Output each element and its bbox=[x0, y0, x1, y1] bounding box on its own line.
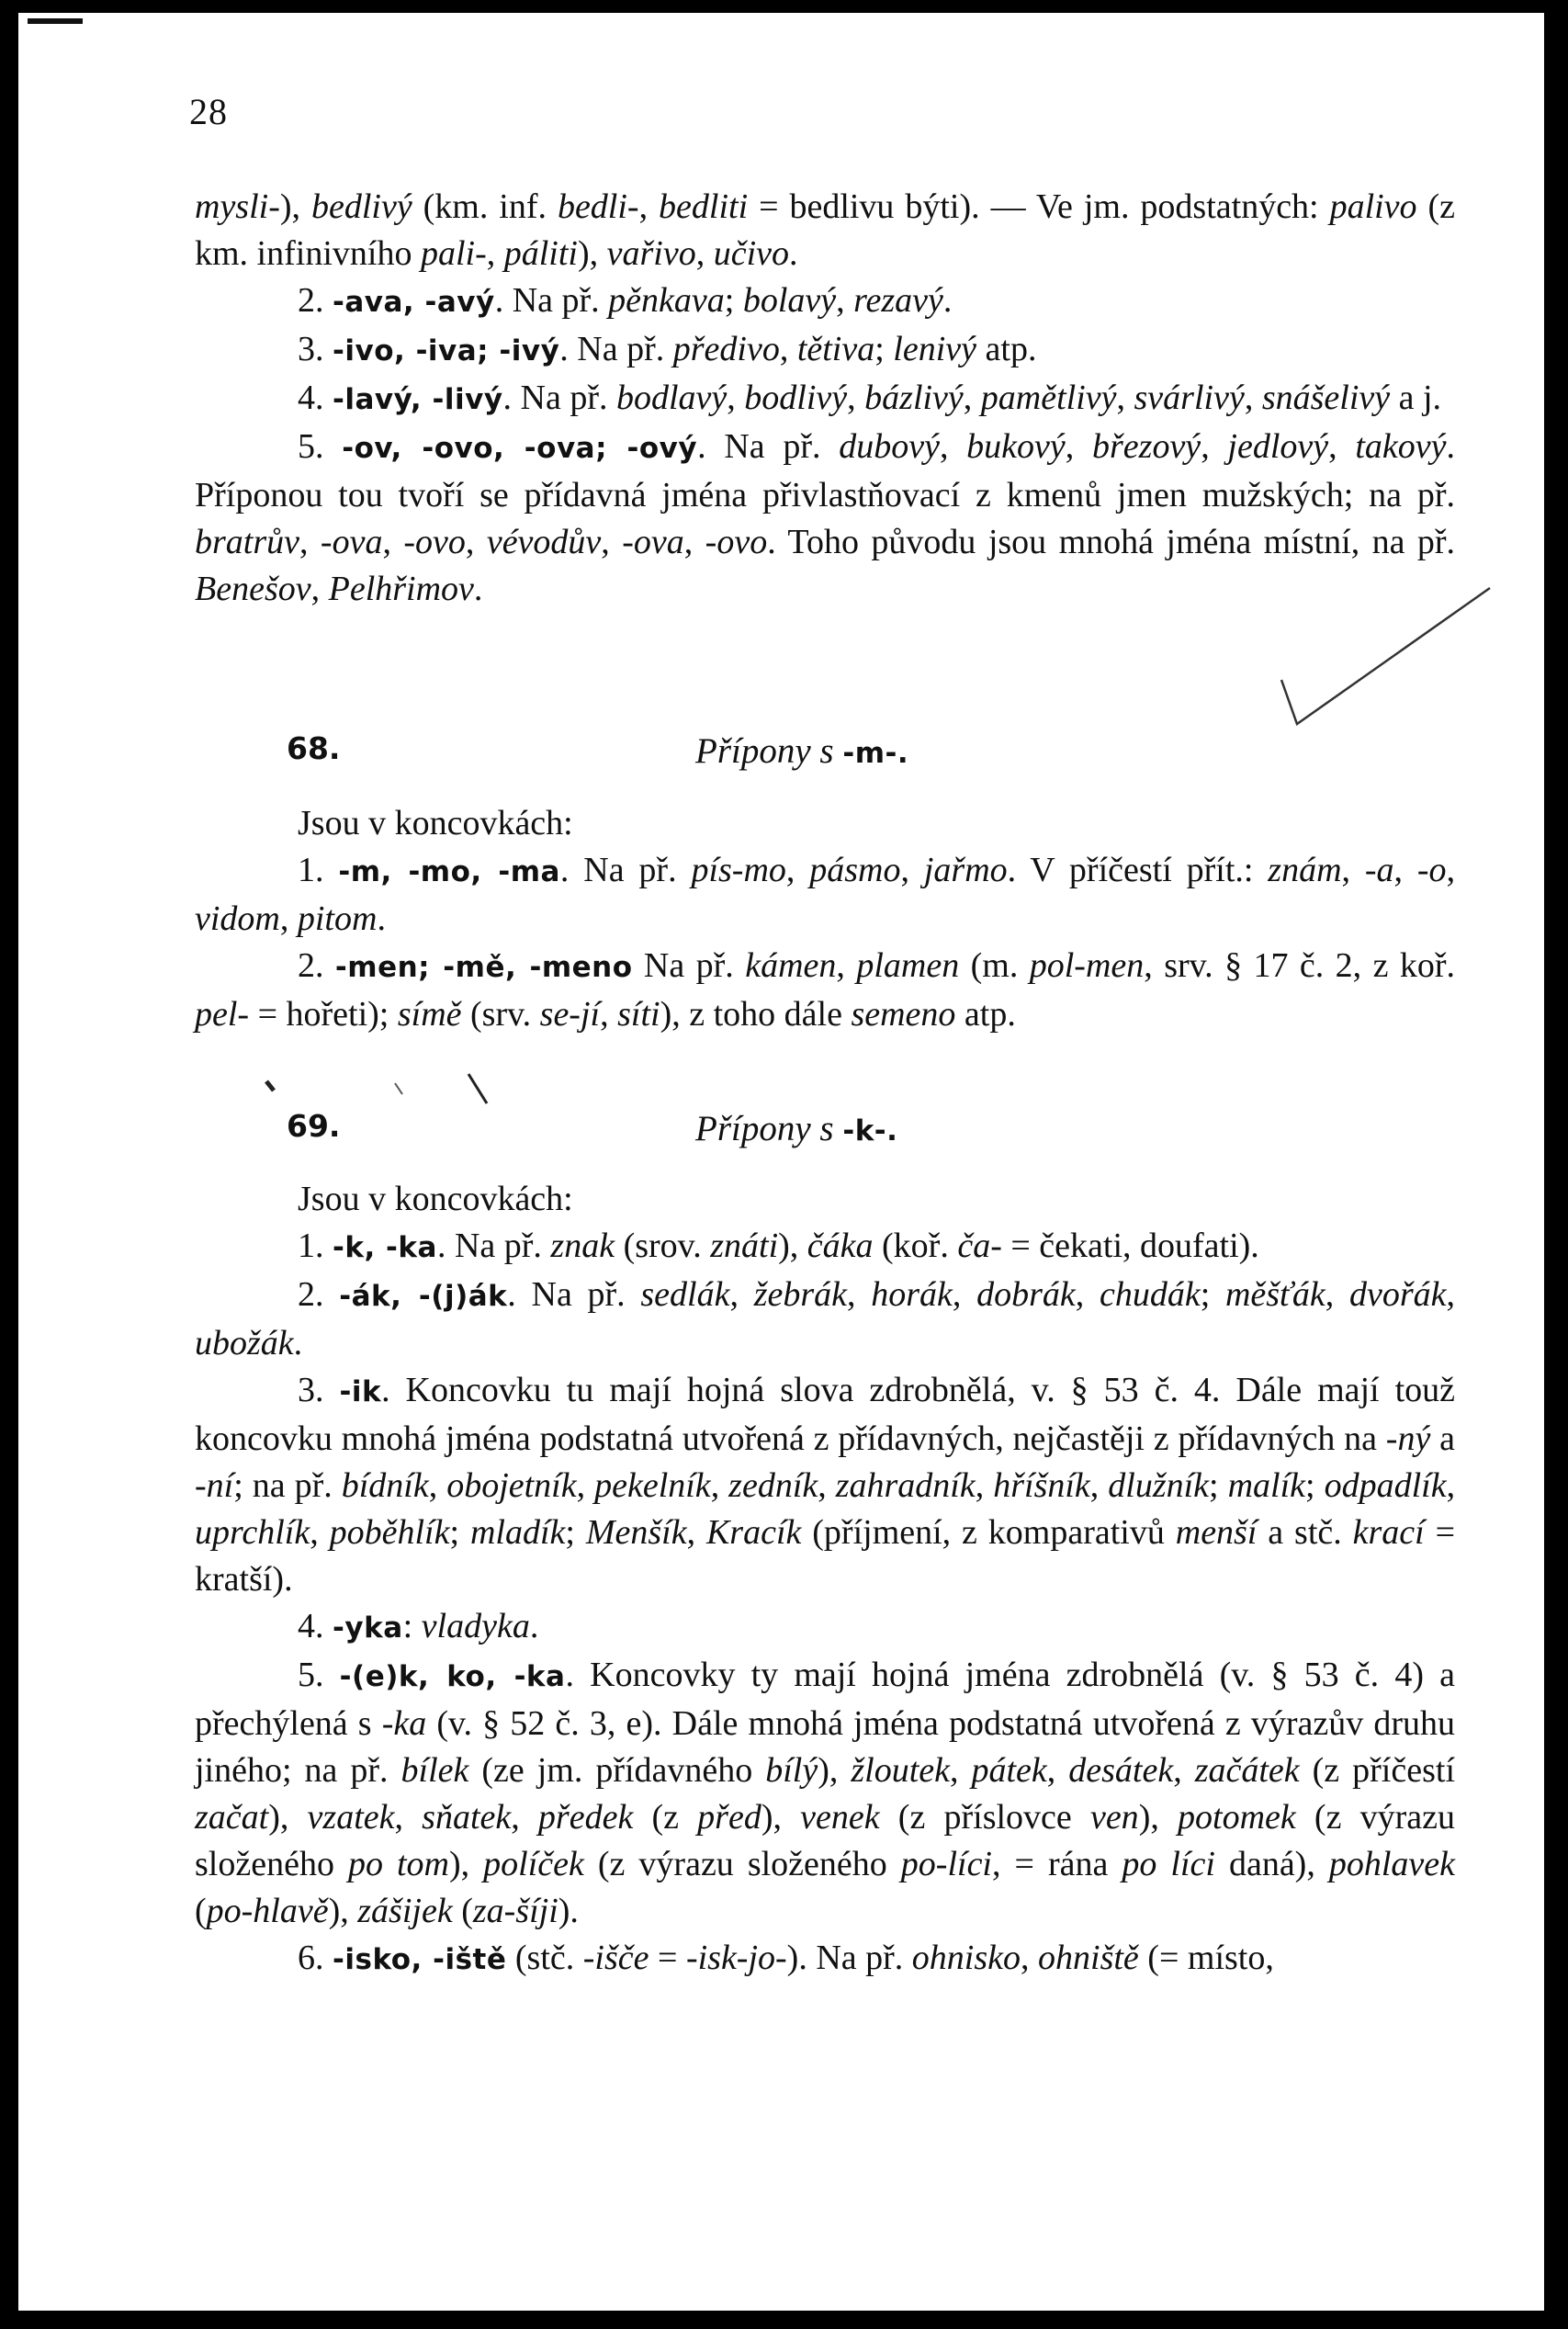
scan-corner-mark bbox=[28, 18, 83, 24]
pencil-checkmark-annotation bbox=[1277, 579, 1497, 735]
section-title-text: Přípony s bbox=[695, 1109, 834, 1148]
scan-border-bottom bbox=[0, 2311, 1568, 2329]
text-block-continuation bbox=[195, 184, 1455, 613]
paragraph: 2. -ava, -avý. Na př. pěnkava; bolavý, rezavý. bbox=[298, 281, 953, 320]
paragraph: 2. -ák, -(j)ák. Na př. sedlák, žebrák, horák, dobrák, chudák; měšťák, dvořák, ubožák. bbox=[195, 1275, 1456, 1362]
section-number: 69. bbox=[287, 1108, 341, 1144]
scan-border-top bbox=[0, 0, 1568, 13]
paragraph: 2. -men; -mě, -meno Na př. kámen, plamen (m. pol-men, srv. § 17 č. 2, z koř. pel- = hořeti); símě (srv. se-jí, síti), z toho dále semeno atp. bbox=[195, 946, 1456, 1034]
paragraph: mysli-), bedlivý (km. inf. bedli-, bedliti = bedlivu býti). — Ve jm. podstatných: palivo (z km. infinivního pali-, páliti), vařivo, učivo. bbox=[195, 187, 1456, 273]
section-title-suffix: -k-. bbox=[842, 1114, 898, 1148]
paragraph: 3. -ivo, -iva; -ivý. Na př. předivo, tětiva; lenivý atp. bbox=[298, 330, 1037, 368]
paragraph: Jsou v koncovkách: bbox=[298, 804, 573, 842]
paragraph: 6. -isko, -iště (stč. -išče = -isk-jo-). Na př. ohnisko, ohniště (= místo, bbox=[298, 1939, 1274, 1977]
page-number: 28 bbox=[189, 91, 228, 132]
paragraph: 1. -m, -mo, -ma. Na př. pís-mo, pásmo, jařmo. V příčestí přít.: znám, -a, -o, vidom, pitom. bbox=[195, 851, 1456, 938]
section-number: 68. bbox=[287, 730, 341, 766]
scan-border-right bbox=[1544, 0, 1568, 2329]
section-heading-69 bbox=[195, 1108, 1455, 1163]
section-title-suffix: -m-. bbox=[842, 737, 909, 770]
paragraph: 5. -(e)k, ko, -ka. Koncovky ty mají hojná jména zdrobnělá (v. § 53 č. 4) a přechýlená s -ka (v. § 52 č. 3, e). Dále mnohá jména podstatná utvořená z výrazův druhu jiného; na př. bílek (ze jm. přídavného bílý), žloutek, pátek, desátek, začátek (z příčestí začat), vzatek, sňatek, předek (z před), venek (z příslovce ven), potomek (z výrazu složeného po tom), políček (z výrazu složeného po-líci, = rána po líci daná), pohlavek (po-hlavě), zášijek (za-šíji). bbox=[195, 1656, 1456, 1930]
section-68-body bbox=[195, 800, 1455, 1038]
paragraph: 4. -yka: vladyka. bbox=[298, 1607, 539, 1645]
scan-border-left bbox=[0, 0, 18, 2329]
section-heading-68 bbox=[195, 730, 1455, 786]
paragraph: 1. -k, -ka. Na př. znak (srov. znáti), čáka (koř. ča- = čekati, doufati). bbox=[298, 1227, 1259, 1265]
section-title bbox=[695, 730, 908, 772]
paragraph: 4. -lavý, -livý. Na př. bodlavý, bodlivý, bázlivý, pamětlivý, svárlivý, snášelivý a j. bbox=[298, 379, 1442, 417]
section-title bbox=[695, 1108, 897, 1149]
paragraph: 3. -ik. Koncovku tu mají hojná slova zdrobnělá, v. § 53 č. 4. Dále mají touž koncovku mnohá jména podstatná utvořená z přídavných, nejčastěji z přídavných na -ný a -ní; na př. bídník, obojetník, pekelník, zedník, zahradník, hříšník, dlužník; malík; odpadlík, uprchlík, poběhlík; mladík; Menšík, Kracík (příjmení, z komparativů menší a stč. krací = kratší). bbox=[195, 1371, 1456, 1599]
section-title-text: Přípony s bbox=[695, 731, 834, 771]
paragraph: 5. -ov, -ovo, -ova; -ový. Na př. dubový, bukový, březový, jedlový, takový. Příponou tou tvoří se přídavná jména přivlastňovací z kmenů jmen mužských; na př. bratrův, -ova, -ovo, vévodův, -ova, -ovo. Toho původu jsou mnohá jména místní, na př. Benešov, Pelhřimov. bbox=[195, 427, 1456, 608]
paragraph: Jsou v koncovkách: bbox=[298, 1180, 573, 1218]
section-69-body bbox=[195, 1176, 1455, 1984]
